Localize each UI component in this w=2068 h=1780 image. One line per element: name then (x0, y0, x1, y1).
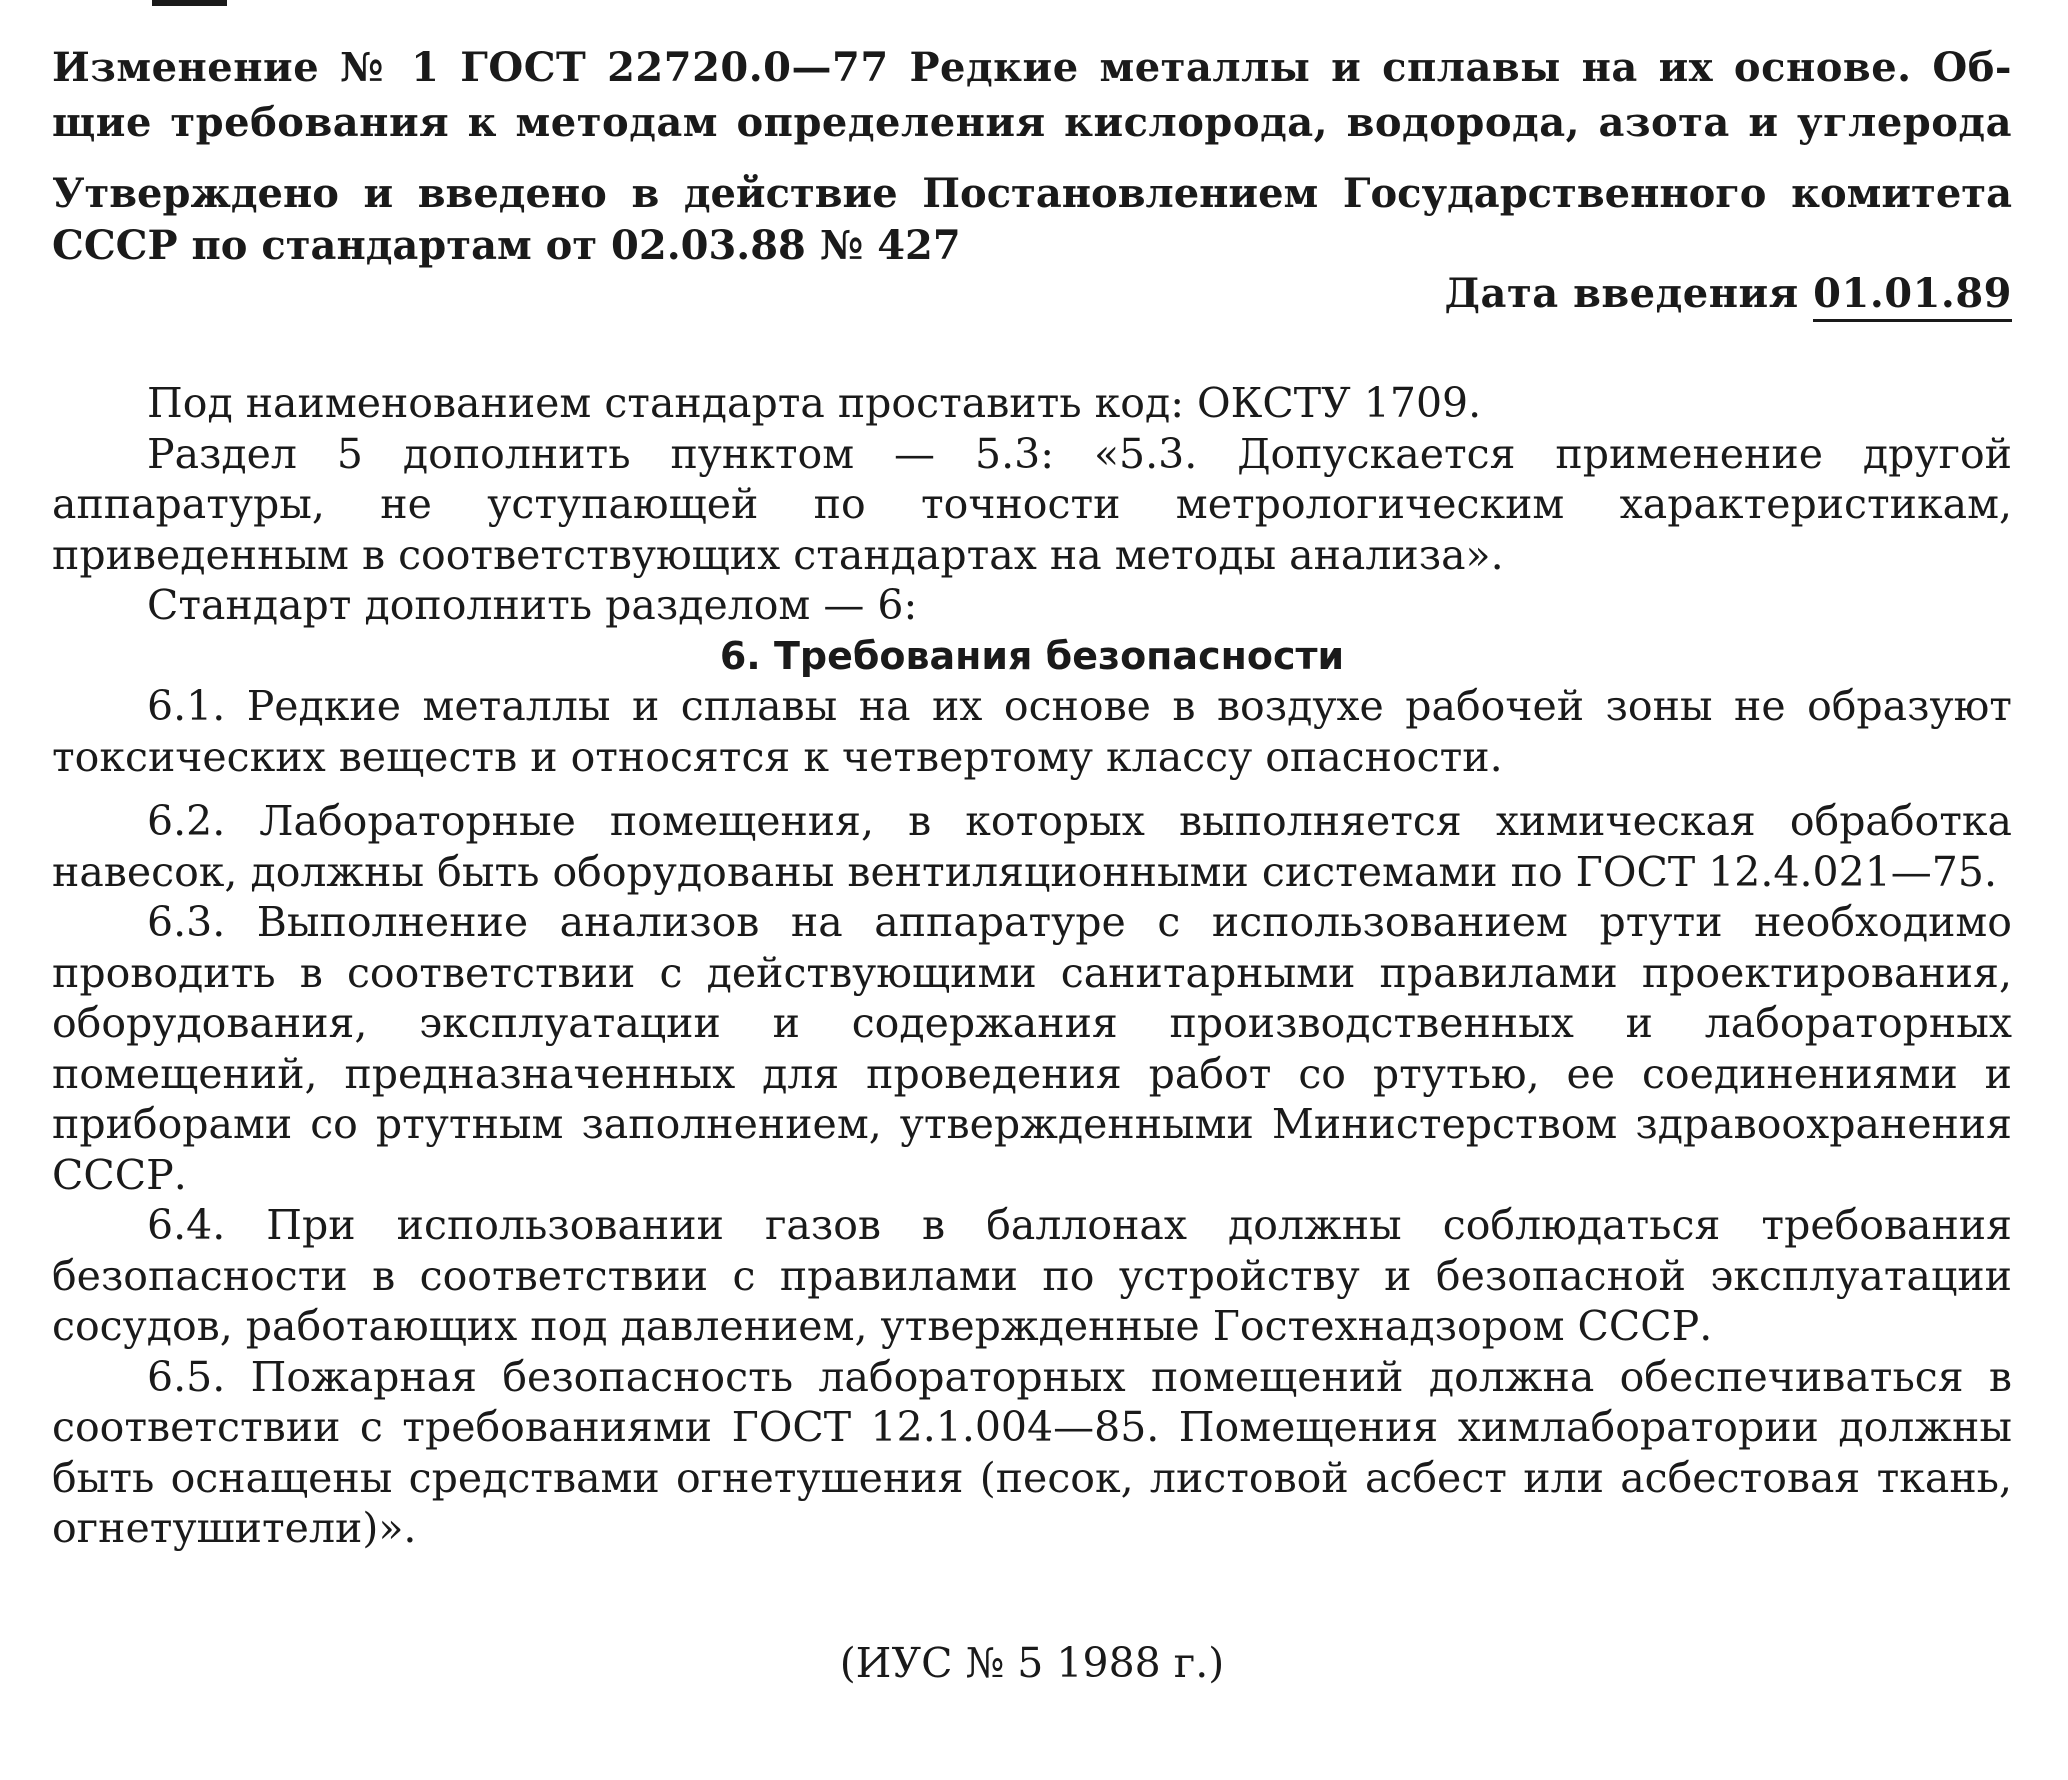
clause-6-2: 6.2. Лабораторные помещения, в которых выполняется химическая обработка навесок, должны быть оборудованы вентиляционными системами по ГОСТ 12.4.021—75. (52, 797, 2012, 896)
document-page (52, 0, 2012, 1780)
clause-6-1: 6.1. Редкие металлы и сплавы на их основе в воздухе рабочей зоны не образуют токсических веществ и относятся к четвертому классу опасности. (52, 682, 2012, 781)
amendment-title-line-2: щие требования к методам определения кислорода, водорода, азота и углерода (52, 99, 2012, 146)
amendment-title (52, 40, 2012, 150)
approval-line-1: Утверждено и введено в действие Постановлением Государственного комитета (52, 170, 2012, 217)
paragraph-oksty-code: Под наименованием стандарта проставить код: ОКСТУ 1709. (147, 379, 1482, 427)
approval-line-2: СССР по стандартам от 02.03.88 № 427 (52, 222, 961, 269)
clause-6-3: 6.3. Выполнение анализов на аппаратуре с использованием ртути необходимо проводить в соответствии с действующими санитарными правилами проектирования, оборудования, эксплуатации и содержания производственных и лабораторных помещений, предназначенных для проведения работ со ртутью, ее соединениями и приборами со ртутным заполнением, утвержденными Министерством здравоохранения СССР. (52, 898, 2012, 1199)
ius-reference: (ИУС № 5 1988 г.) (839, 1639, 1225, 1687)
clause-6-5: 6.5. Пожарная безопасность лабораторных помещений должна обеспечиваться в соответствии с требованиями ГОСТ 12.1.004—85. Помещения химлаборатории должны быть оснащены средствами огнетушения (песок, листовой асбест или асбестовая ткань, огнетушители)». (52, 1352, 2012, 1552)
approval-statement (52, 168, 2012, 272)
clause-6-4: 6.4. При использовании газов в баллонах должны соблюдаться требования безопасности в соответствии с правилами по устройству и безопасной эксплуатации сосудов, работающих под давлением, утвержденные Гостехнадзором СССР. (52, 1201, 2012, 1350)
top-edge-mark (152, 0, 227, 6)
introduction-date (1444, 268, 2012, 320)
section-6-title: 6. Требования безопасности (719, 633, 1345, 678)
introduction-date-value: 01.01.89 (1813, 270, 2012, 322)
paragraph-section-5-addition: Раздел 5 дополнить пунктом — 5.3: «5.3. Допускается применение другой аппаратуры, не уступающей по точности метрологическим характеристикам, приведенным в соответствующих стандартах на методы анализа». (52, 429, 2012, 579)
amendment-title-line-1: Изменение № 1 ГОСТ 22720.0—77 Редкие металлы и сплавы на их основе. Об- (52, 44, 2012, 91)
paragraph-section-6-addition: Стандарт дополнить разделом — 6: (147, 581, 918, 629)
introduction-date-label: Дата введения (1444, 270, 1799, 317)
amendment-body (52, 378, 2012, 1554)
